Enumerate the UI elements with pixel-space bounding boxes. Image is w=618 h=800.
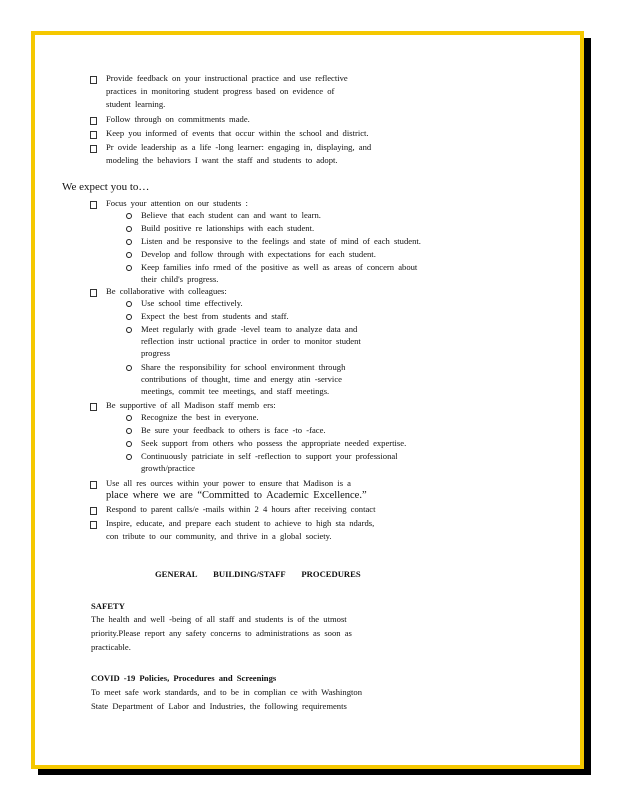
intro-bullet-4-line-2: modeling the behaviors I want the staff and students to adopt. [106, 155, 338, 165]
circle-bullet-icon [126, 454, 132, 460]
focus-heading: Focus your attention on our students : [106, 198, 248, 208]
focus-item-3: Listen and be responsive to the feelings and state of mind of each student. [141, 236, 421, 246]
bullet-box-icon [90, 289, 97, 297]
supportive-heading: Be supportive of all Madison staff memb ers: [106, 400, 276, 410]
circle-bullet-icon [126, 415, 132, 421]
circle-bullet-icon [126, 441, 132, 447]
closing-bullet-3-line-1: Inspire, educate, and prepare each student to achieve to high sta ndards, [106, 518, 375, 528]
collab-item-4-line-2: contributions of thought, time and energy atin -service [141, 374, 342, 384]
intro-bullet-2: Follow through on commitments made. [106, 114, 250, 124]
collab-item-3-line-1: Meet regularly with grade -level team to analyze data and [141, 324, 358, 334]
bullet-box-icon [90, 145, 97, 153]
circle-bullet-icon [126, 226, 132, 232]
circle-bullet-icon [126, 365, 132, 371]
circle-bullet-icon [126, 213, 132, 219]
bullet-box-icon [90, 201, 97, 209]
intro-bullet-3: Keep you informed of events that occur within the school and district. [106, 128, 369, 138]
closing-bullet-1-motto: place where we are “Committed to Academic Excellence.” [106, 490, 367, 501]
intro-bullet-1-line-3: student learning. [106, 99, 166, 109]
safety-line-2: priority.Please report any safety concerns to administrations as soon as [91, 628, 352, 638]
support-item-1: Recognize the best in everyone. [141, 412, 259, 422]
intro-bullet-1-line-1: Provide feedback on your instructional practice and use reflective [106, 73, 348, 83]
support-item-4-line-2: growth/practice [141, 463, 195, 473]
collab-item-2: Expect the best from students and staff. [141, 311, 289, 321]
section-title: GENERAL BUILDING/STAFF PROCEDURES [155, 569, 361, 579]
circle-bullet-icon [126, 428, 132, 434]
focus-item-4: Develop and follow through with expectations for each student. [141, 249, 376, 259]
focus-item-2: Build positive re lationships with each student. [141, 223, 315, 233]
collab-item-1: Use school time effectively. [141, 298, 243, 308]
support-item-4-line-1: Continuously patriciate in self -reflection to support your professional [141, 451, 398, 461]
safety-line-3: practicable. [91, 642, 131, 652]
support-item-3: Seek support from others who possess the appropriate needed expertise. [141, 438, 407, 448]
focus-item-1: Believe that each student can and want to learn. [141, 210, 321, 220]
bullet-box-icon [90, 521, 97, 529]
covid-heading: COVID -19 Policies, Procedures and Screenings [91, 673, 277, 683]
circle-bullet-icon [126, 327, 132, 333]
collab-item-4-line-3: meetings, commit tee meetings, and staff meetings. [141, 386, 330, 396]
collaborative-heading: Be collaborative with colleagues: [106, 286, 227, 296]
circle-bullet-icon [126, 239, 132, 245]
focus-item-5-line-2: their child's progress. [141, 274, 219, 284]
closing-bullet-2: Respond to parent calls/e -mails within 2 4 hours after receiving contact [106, 504, 376, 514]
collab-item-4-line-1: Share the responsibility for school environment through [141, 362, 346, 372]
intro-bullet-4-line-1: Pr ovide leadership as a life -long learner: engaging in, displaying, and [106, 142, 372, 152]
closing-bullet-3-line-2: con tribute to our community, and thrive in a global society. [106, 531, 332, 541]
support-item-2: Be sure your feedback to others is face -to -face. [141, 425, 326, 435]
circle-bullet-icon [126, 252, 132, 258]
bullet-box-icon [90, 403, 97, 411]
covid-line-2: State Department of Labor and Industries, the following requirements [91, 701, 347, 711]
expect-heading: We expect you to… [62, 181, 150, 193]
bullet-box-icon [90, 76, 97, 84]
intro-bullet-1-line-2: practices in monitoring student progress based on evidence of [106, 86, 335, 96]
collab-item-3-line-3: progress [141, 348, 171, 358]
circle-bullet-icon [126, 314, 132, 320]
safety-line-1: The health and well -being of all staff and students is of the utmost [91, 614, 347, 624]
covid-line-1: To meet safe work standards, and to be in complian ce with Washington [91, 687, 362, 697]
circle-bullet-icon [126, 265, 132, 271]
focus-item-5-line-1: Keep families info rmed of the positive as well as areas of concern about [141, 262, 418, 272]
bullet-box-icon [90, 481, 97, 489]
bullet-box-icon [90, 131, 97, 139]
bullet-box-icon [90, 117, 97, 125]
collab-item-3-line-2: reflection instr uctional practice in order to monitor student [141, 336, 361, 346]
bullet-box-icon [90, 507, 97, 515]
safety-heading: SAFETY [91, 601, 125, 611]
closing-bullet-1-line-1: Use all res ources within your power to ensure that Madison is a [106, 478, 351, 488]
circle-bullet-icon [126, 301, 132, 307]
